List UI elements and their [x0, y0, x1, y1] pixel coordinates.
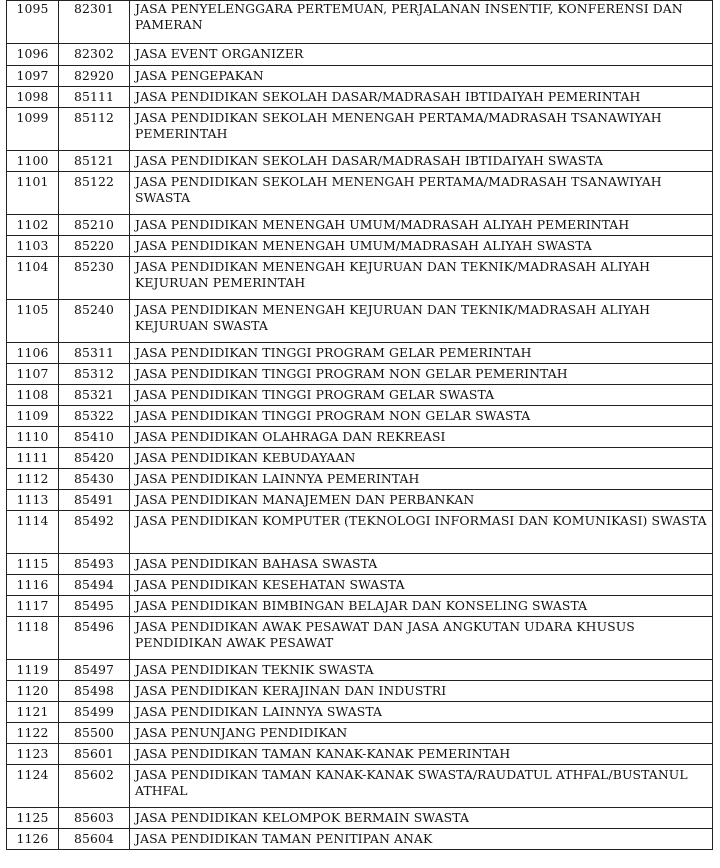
row-code: 85111 [59, 87, 130, 108]
row-description: JASA PENDIDIKAN TINGGI PROGRAM NON GELAR PEMERINTAH [130, 364, 713, 385]
row-number: 1115 [7, 554, 59, 575]
row-code: 85312 [59, 364, 130, 385]
row-description: JASA PENDIDIKAN MENENGAH UMUM/MADRASAH ALIYAH PEMERINTAH [130, 215, 713, 236]
row-number: 1116 [7, 575, 59, 596]
row-description: JASA PENDIDIKAN KESEHATAN SWASTA [130, 575, 713, 596]
row-number: 1121 [7, 702, 59, 723]
row-code: 85220 [59, 236, 130, 257]
table-row [7, 765, 713, 808]
row-description: JASA PENDIDIKAN MANAJEMEN DAN PERBANKAN [130, 490, 713, 511]
row-number: 1119 [7, 660, 59, 681]
table-row [7, 575, 713, 596]
row-code: 85602 [59, 765, 130, 808]
table-row [7, 66, 713, 87]
row-number: 1120 [7, 681, 59, 702]
row-number: 1117 [7, 596, 59, 617]
row-description: JASA PENDIDIKAN BIMBINGAN BELAJAR DAN KONSELING SWASTA [130, 596, 713, 617]
row-description: JASA PENDIDIKAN TINGGI PROGRAM GELAR PEMERINTAH [130, 343, 713, 364]
row-code: 85122 [59, 172, 130, 215]
table-row [7, 151, 713, 172]
row-code: 85603 [59, 808, 130, 829]
table-row [7, 300, 713, 343]
row-description: JASA PENDIDIKAN AWAK PESAWAT DAN JASA ANGKUTAN UDARA KHUSUS PENDIDIKAN AWAK PESAWAT [130, 617, 713, 660]
row-description: JASA PENDIDIKAN TAMAN PENITIPAN ANAK [130, 829, 713, 850]
row-description: JASA PENDIDIKAN SEKOLAH DASAR/MADRASAH IBTIDAIYAH SWASTA [130, 151, 713, 172]
row-description: JASA PENDIDIKAN SEKOLAH MENENGAH PERTAMA/MADRASAH TSANAWIYAH SWASTA [130, 172, 713, 215]
row-description: JASA PENDIDIKAN SEKOLAH MENENGAH PERTAMA/MADRASAH TSANAWIYAH PEMERINTAH [130, 108, 713, 151]
row-description: JASA PENDIDIKAN KEBUDAYAAN [130, 448, 713, 469]
row-number: 1095 [7, 1, 59, 44]
table-row [7, 44, 713, 66]
row-description: JASA PENDIDIKAN TINGGI PROGRAM NON GELAR SWASTA [130, 406, 713, 427]
table-row [7, 617, 713, 660]
row-number: 1123 [7, 744, 59, 765]
row-description: JASA PENDIDIKAN KELOMPOK BERMAIN SWASTA [130, 808, 713, 829]
table-row [7, 829, 713, 850]
table-row [7, 236, 713, 257]
row-number: 1097 [7, 66, 59, 87]
row-description: JASA PENDIDIKAN KERAJINAN DAN INDUSTRI [130, 681, 713, 702]
row-description: JASA PENGEPAKAN [130, 66, 713, 87]
row-number: 1098 [7, 87, 59, 108]
row-number: 1124 [7, 765, 59, 808]
row-code: 85498 [59, 681, 130, 702]
table-row [7, 108, 713, 151]
table-row [7, 702, 713, 723]
row-code: 85496 [59, 617, 130, 660]
row-number: 1108 [7, 385, 59, 406]
table-row [7, 87, 713, 108]
table-row [7, 343, 713, 364]
row-code: 85322 [59, 406, 130, 427]
row-code: 85321 [59, 385, 130, 406]
table-row [7, 554, 713, 575]
table-row [7, 511, 713, 554]
row-number: 1111 [7, 448, 59, 469]
table-row [7, 364, 713, 385]
row-description: JASA PENDIDIKAN TAMAN KANAK-KANAK PEMERINTAH [130, 744, 713, 765]
table-row [7, 385, 713, 406]
table-row [7, 172, 713, 215]
row-number: 1104 [7, 257, 59, 300]
row-number: 1125 [7, 808, 59, 829]
row-number: 1102 [7, 215, 59, 236]
row-code: 85210 [59, 215, 130, 236]
table-body [7, 1, 713, 850]
row-code: 85494 [59, 575, 130, 596]
table-row [7, 215, 713, 236]
row-number: 1110 [7, 427, 59, 448]
table-row [7, 469, 713, 490]
row-number: 1126 [7, 829, 59, 850]
row-code: 85604 [59, 829, 130, 850]
row-code: 85500 [59, 723, 130, 744]
row-number: 1112 [7, 469, 59, 490]
row-description: JASA PENYELENGGARA PERTEMUAN, PERJALANAN INSENTIF, KONFERENSI DAN PAMERAN [130, 1, 713, 44]
table-row [7, 427, 713, 448]
row-code: 85499 [59, 702, 130, 723]
table-row [7, 448, 713, 469]
row-code: 85492 [59, 511, 130, 554]
row-code: 85420 [59, 448, 130, 469]
row-description: JASA PENDIDIKAN MENENGAH KEJURUAN DAN TEKNIK/MADRASAH ALIYAH KEJURUAN SWASTA [130, 300, 713, 343]
row-number: 1114 [7, 511, 59, 554]
row-number: 1103 [7, 236, 59, 257]
row-code: 85601 [59, 744, 130, 765]
row-number: 1109 [7, 406, 59, 427]
row-number: 1122 [7, 723, 59, 744]
row-number: 1099 [7, 108, 59, 151]
row-code: 85121 [59, 151, 130, 172]
table-row [7, 681, 713, 702]
table-row [7, 744, 713, 765]
row-code: 85112 [59, 108, 130, 151]
row-description: JASA EVENT ORGANIZER [130, 44, 713, 66]
row-description: JASA PENDIDIKAN KOMPUTER (TEKNOLOGI INFORMASI DAN KOMUNIKASI) SWASTA [130, 511, 713, 554]
table-row [7, 257, 713, 300]
row-description: JASA PENDIDIKAN SEKOLAH DASAR/MADRASAH IBTIDAIYAH PEMERINTAH [130, 87, 713, 108]
row-description: JASA PENDIDIKAN TINGGI PROGRAM GELAR SWASTA [130, 385, 713, 406]
row-code: 85240 [59, 300, 130, 343]
row-description: JASA PENDIDIKAN TEKNIK SWASTA [130, 660, 713, 681]
row-code: 85491 [59, 490, 130, 511]
row-number: 1113 [7, 490, 59, 511]
row-description: JASA PENDIDIKAN LAINNYA PEMERINTAH [130, 469, 713, 490]
kbli-table [6, 0, 713, 850]
row-code: 85493 [59, 554, 130, 575]
table-row [7, 660, 713, 681]
row-number: 1100 [7, 151, 59, 172]
row-description: JASA PENDIDIKAN LAINNYA SWASTA [130, 702, 713, 723]
row-code: 85495 [59, 596, 130, 617]
table-row [7, 723, 713, 744]
row-number: 1096 [7, 44, 59, 66]
row-description: JASA PENDIDIKAN TAMAN KANAK-KANAK SWASTA/RAUDATUL ATHFAL/BUSTANUL ATHFAL [130, 765, 713, 808]
table-row [7, 808, 713, 829]
row-code: 85497 [59, 660, 130, 681]
table-row [7, 406, 713, 427]
table-row [7, 596, 713, 617]
row-number: 1107 [7, 364, 59, 385]
row-code: 85311 [59, 343, 130, 364]
row-code: 82302 [59, 44, 130, 66]
table-row [7, 490, 713, 511]
row-number: 1105 [7, 300, 59, 343]
row-code: 85410 [59, 427, 130, 448]
row-description: JASA PENDIDIKAN MENENGAH UMUM/MADRASAH ALIYAH SWASTA [130, 236, 713, 257]
row-code: 85230 [59, 257, 130, 300]
row-number: 1106 [7, 343, 59, 364]
row-number: 1101 [7, 172, 59, 215]
row-description: JASA PENDIDIKAN OLAHRAGA DAN REKREASI [130, 427, 713, 448]
table-row [7, 1, 713, 44]
row-number: 1118 [7, 617, 59, 660]
row-code: 82920 [59, 66, 130, 87]
row-description: JASA PENDIDIKAN BAHASA SWASTA [130, 554, 713, 575]
row-code: 85430 [59, 469, 130, 490]
row-description: JASA PENUNJANG PENDIDIKAN [130, 723, 713, 744]
row-description: JASA PENDIDIKAN MENENGAH KEJURUAN DAN TEKNIK/MADRASAH ALIYAH KEJURUAN PEMERINTAH [130, 257, 713, 300]
row-code: 82301 [59, 1, 130, 44]
